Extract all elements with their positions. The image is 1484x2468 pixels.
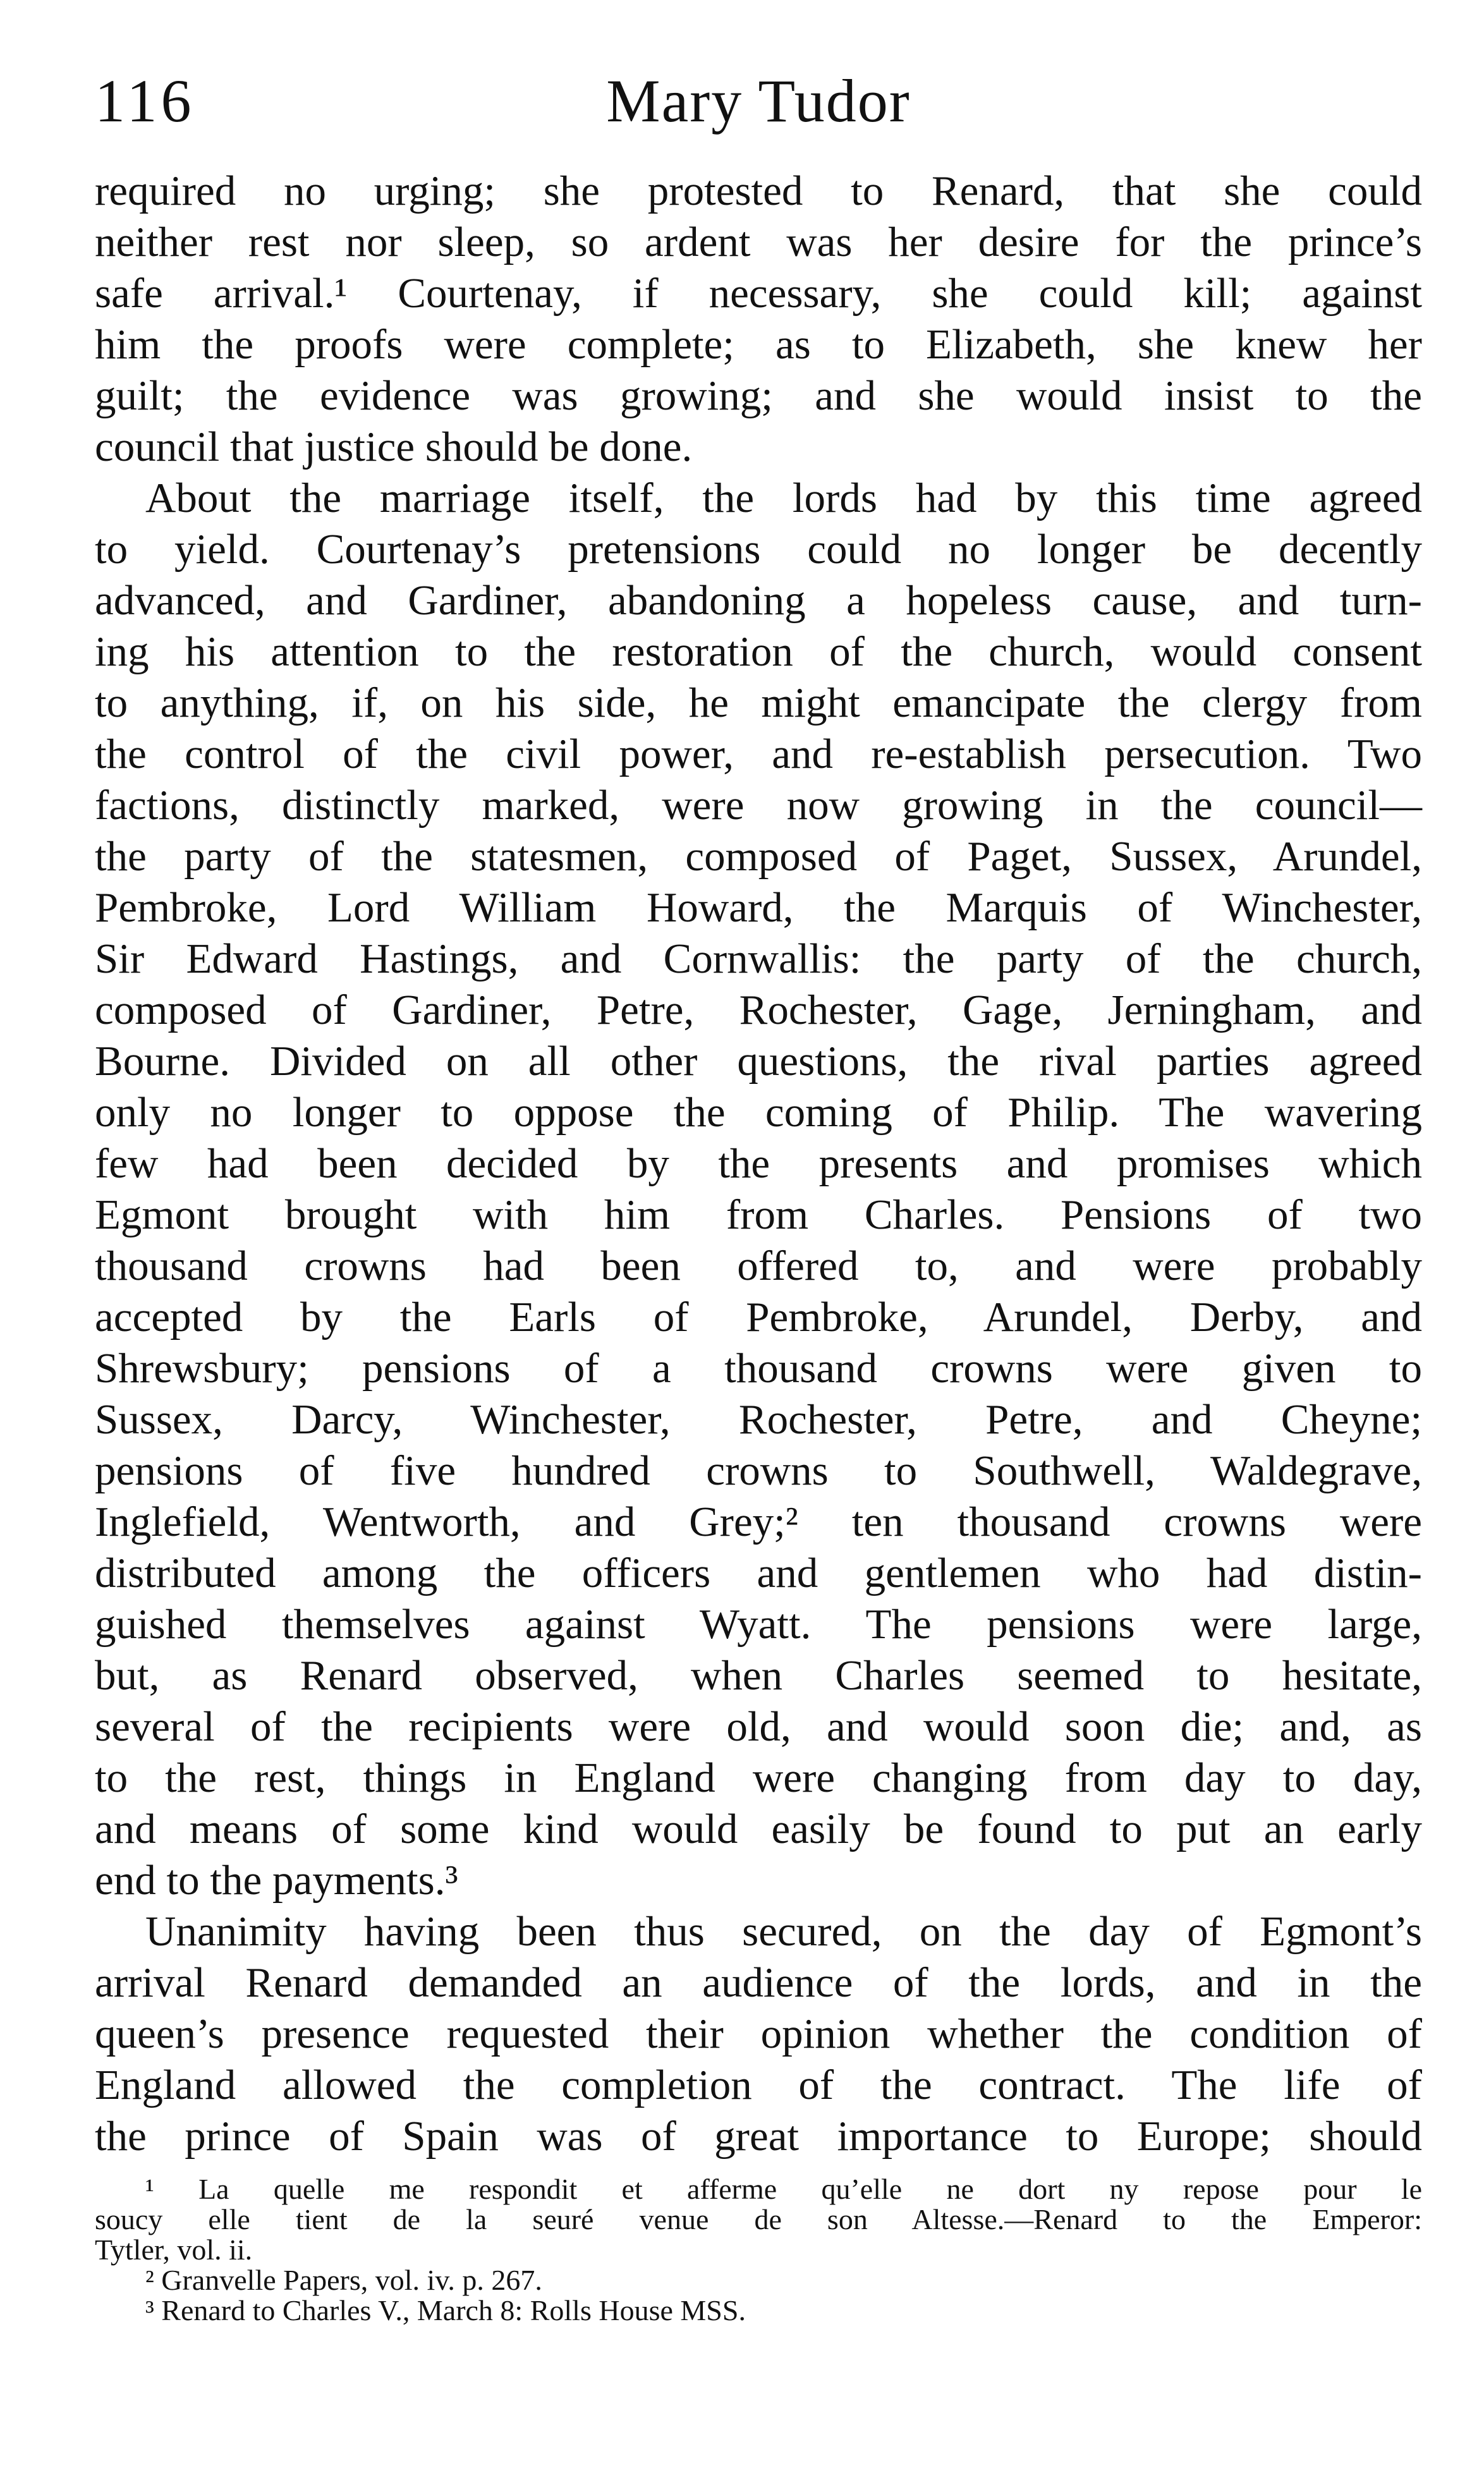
footnote-line: ² Granvelle Papers, vol. iv. p. 267. bbox=[145, 2264, 542, 2296]
body-line: the party of the statesmen, composed of Paget, Sussex, Arundel, bbox=[95, 833, 1422, 880]
body-line: but, as Renard observed, when Charles seemed to hesitate, bbox=[95, 1652, 1422, 1699]
body-line: few had been decided by the presents and promises which bbox=[95, 1140, 1422, 1187]
body-line: end to the payments.³ bbox=[95, 1857, 458, 1904]
running-head bbox=[95, 60, 1422, 142]
body-line: Sussex, Darcy, Winchester, Rochester, Petre, and Cheyne; bbox=[95, 1396, 1422, 1443]
running-title: Mary Tudor bbox=[606, 67, 911, 135]
body-line: to yield. Courtenay’s pretensions could no longer be decently bbox=[95, 526, 1422, 573]
body-line: safe arrival.¹ Courtenay, if necessary, she could kill; against bbox=[95, 270, 1422, 317]
body-line: Unanimity having been thus secured, on the day of Egmont’s bbox=[145, 1908, 1422, 1955]
body-line: to the rest, things in England were changing from day to day, bbox=[95, 1754, 1422, 1801]
body-line: only no longer to oppose the coming of Philip. The wavering bbox=[95, 1089, 1422, 1136]
body-line: Inglefield, Wentworth, and Grey;² ten thousand crowns were bbox=[95, 1498, 1422, 1545]
body-line: arrival Renard demanded an audience of the lords, and in the bbox=[95, 1959, 1422, 2006]
page-number: 116 bbox=[95, 67, 195, 135]
body-line: the prince of Spain was of great importance to Europe; should bbox=[95, 2113, 1422, 2160]
body-line: pensions of five hundred crowns to Southwell, Waldegrave, bbox=[95, 1447, 1422, 1494]
body-line: council that justice should be done. bbox=[95, 423, 693, 470]
body-line: composed of Gardiner, Petre, Rochester, Gage, Jerningham, and bbox=[95, 987, 1422, 1033]
footnote-line: soucy elle tient de la seuré venue de son Altesse.—Renard to the Emperor: bbox=[95, 2203, 1422, 2235]
body-line: distributed among the officers and gentlemen who had distin- bbox=[95, 1550, 1422, 1596]
body-line: advanced, and Gardiner, abandoning a hopeless cause, and turn- bbox=[95, 577, 1422, 624]
body-line: the control of the civil power, and re-establish persecution. Two bbox=[95, 731, 1422, 777]
footnotes bbox=[95, 2174, 1422, 2326]
body-line: Shrewsbury; pensions of a thousand crowns were given to bbox=[95, 1345, 1422, 1392]
body-line: several of the recipients were old, and would soon die; and, as bbox=[95, 1703, 1422, 1750]
body-line: him the proofs were complete; as to Elizabeth, she knew her bbox=[95, 321, 1422, 368]
body-text bbox=[95, 166, 1422, 2162]
body-line: neither rest nor sleep, so ardent was her desire for the prince’s bbox=[95, 219, 1422, 265]
body-line: queen’s presence requested their opinion whether the condition of bbox=[95, 2010, 1422, 2057]
body-line: to anything, if, on his side, he might emancipate the clergy from bbox=[95, 679, 1422, 726]
body-line: accepted by the Earls of Pembroke, Arundel, Derby, and bbox=[95, 1294, 1422, 1340]
body-line: guished themselves against Wyatt. The pensions were large, bbox=[95, 1601, 1422, 1648]
footnote-line: Tytler, vol. ii. bbox=[95, 2234, 253, 2266]
body-line: required no urging; she protested to Renard, that she could bbox=[95, 167, 1422, 214]
footnote-line: ³ Renard to Charles V., March 8: Rolls House MSS. bbox=[145, 2294, 746, 2326]
body-line: Egmont brought with him from Charles. Pensions of two bbox=[95, 1191, 1422, 1238]
body-line: ing his attention to the restoration of the church, would consent bbox=[95, 628, 1422, 675]
body-line: About the marriage itself, the lords had by this time agreed bbox=[145, 475, 1422, 521]
body-line: thousand crowns had been offered to, and were probably bbox=[95, 1243, 1422, 1289]
body-line: England allowed the completion of the contract. The life of bbox=[95, 2062, 1422, 2108]
body-line: Sir Edward Hastings, and Cornwallis: the party of the church, bbox=[95, 935, 1422, 982]
body-line: and means of some kind would easily be found to put an early bbox=[95, 1806, 1422, 1852]
body-line: Bourne. Divided on all other questions, the rival parties agreed bbox=[95, 1038, 1422, 1085]
footnote-line: ¹ La quelle me respondit et afferme qu’elle ne dort ny repose pour le bbox=[145, 2173, 1422, 2205]
body-line: Pembroke, Lord William Howard, the Marquis of Winchester, bbox=[95, 884, 1422, 931]
body-line: guilt; the evidence was growing; and she would insist to the bbox=[95, 372, 1422, 419]
body-line: factions, distinctly marked, were now growing in the council— bbox=[95, 782, 1422, 829]
